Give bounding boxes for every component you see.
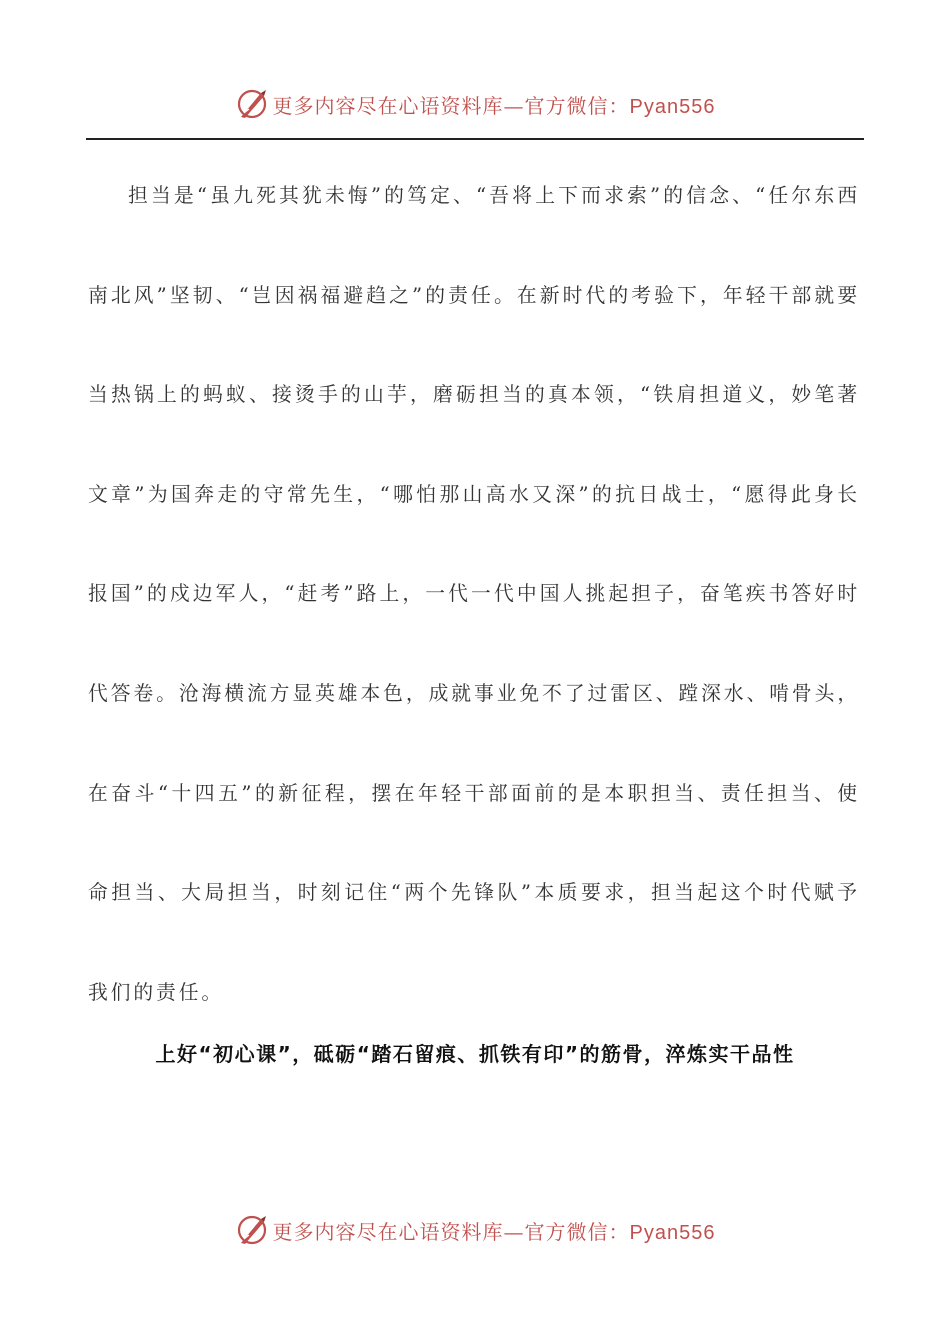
- body-paragraph: 担当是“虽九死其犹未悔”的笃定、“吾将上下而求索”的信念、“任尔东西南北风”坚韧、“岂因祸福避趋之”的责任。在新时代的考验下，年轻干部就要当热锅上的蚂蚁、接烫手的山芋，磨砺担当的真本领，“铁肩担道义，妙笔著文章”为国奔走的守常先生，“哪怕那山高水又深”的抗日战士，“愿得此身长报国”的戍边军人，“赶考”路上，一代一代中国人挑起担子，奋笔疾书答好时代答卷。沧海横流方显英雄本色，成就事业免不了过雷区、蹚深水、啃骨头，在奋斗“十四五”的新征程，摆在年轻干部面前的是本职担当、责任担当、使命担当、大局担当，时刻记住“两个先锋队”本质要求，担当起这个时代赋予我们的责任。: [88, 184, 860, 1004]
- quill-pen-logo-icon: [235, 87, 269, 121]
- footer-banner-label: 更多内容尽在心语资料库—官方微信：: [272, 1219, 630, 1244]
- header-wechat-id: Pyan556: [629, 95, 716, 118]
- header-divider: [86, 138, 864, 140]
- quill-pen-logo-icon: [235, 1213, 269, 1247]
- section-heading: 上好“初心课”，砥砺“踏石留痕、抓铁有印”的筋骨，淬炼实干品性: [155, 1042, 795, 1066]
- header-banner-text: [273, 90, 716, 119]
- footer-banner: [0, 1210, 950, 1250]
- footer-wechat-id: Pyan556: [629, 1221, 716, 1244]
- footer-banner-text: [273, 1216, 716, 1245]
- header-banner: [0, 84, 950, 124]
- header-banner-label: 更多内容尽在心语资料库—官方微信：: [272, 93, 630, 118]
